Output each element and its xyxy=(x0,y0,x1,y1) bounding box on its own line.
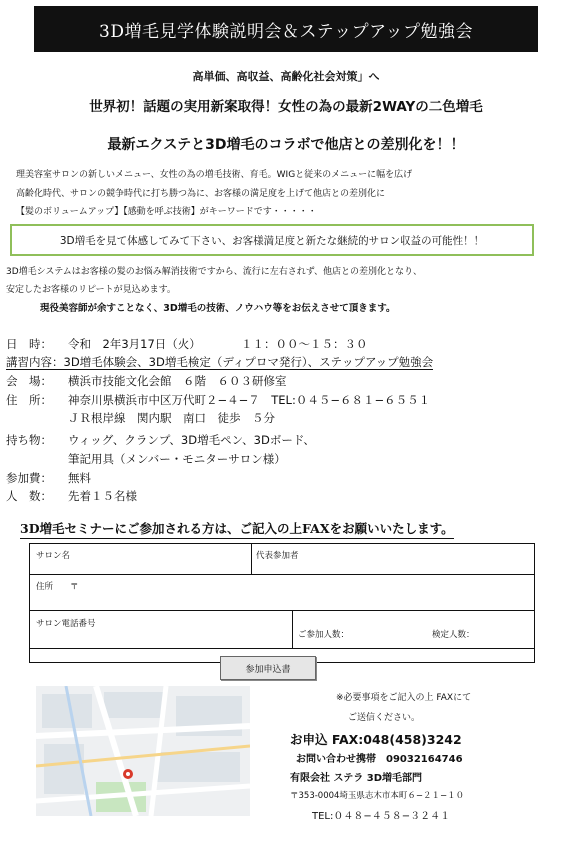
submit-application-button[interactable] xyxy=(220,656,316,680)
callout-text: 3D増毛を見て体感してみて下さい、お客様満足度と新たな継続的サロン収益の可能性！！ xyxy=(59,234,485,247)
info-label: 参加費： xyxy=(6,471,52,485)
field-address[interactable]: 住所 〒 xyxy=(36,582,79,592)
submit-label: 参加申込書 xyxy=(245,664,291,675)
info-access: ＪＲ根岸線 関内駅 南口 徒歩 ５分 xyxy=(68,411,275,425)
info-label: 会 場： xyxy=(6,374,52,388)
info-value: 横浜市技能文化会館 ６階 ６０３研修室 xyxy=(68,374,287,388)
company-address: 〒353-0004埼玉県志木市本町６−２１−１０ xyxy=(290,791,465,801)
form-divider xyxy=(30,648,534,649)
info-address xyxy=(6,392,430,408)
intro-line: 【髪のボリュームアップ】【感動を呼ぶ技術】がキーワードです・・・・・ xyxy=(16,207,317,217)
map-graphic xyxy=(36,686,250,816)
form-divider xyxy=(30,574,534,575)
field-salon-name[interactable]: サロン名 xyxy=(36,551,71,561)
company-name: 有限会社 ステラ 3D増毛部門 xyxy=(290,773,423,784)
note-required-2: ご送信ください。 xyxy=(348,713,421,723)
info-label: 日 時： xyxy=(6,337,52,351)
company-tel: TEL:０４８−４５８−３２４１ xyxy=(312,811,451,822)
form-divider xyxy=(292,610,293,648)
note-required: ※必要事項をご記入の上 FAXにて xyxy=(336,693,472,703)
info-label: 人 数： xyxy=(6,489,52,503)
info-venue xyxy=(6,373,287,389)
info-items xyxy=(6,432,315,448)
info-value: ウィッグ、クランプ、3D増毛ペン、3Dボード、 xyxy=(68,433,315,447)
info-value: 無料 xyxy=(68,471,91,485)
info-value: 3D増毛体験会、3D増毛検定（ディプロマ発行）、ステップアップ勉強会 xyxy=(63,355,434,369)
info-fee xyxy=(6,470,91,486)
field-participants[interactable]: ご参加人数： xyxy=(298,630,350,640)
inquiry-phone: お問い合わせ携帯 09032164746 xyxy=(296,754,463,765)
intro-line: 高齢化時代、サロンの競争時代に打ち勝つ為に、お客様の満足度を上げて他店との差別化に xyxy=(16,189,386,199)
form-divider xyxy=(251,544,252,574)
info-value: 先着１５名様 xyxy=(68,489,137,503)
location-map[interactable] xyxy=(36,686,250,816)
field-inspectors[interactable]: 検定人数： xyxy=(432,630,475,640)
body-bold-line: 現役美容師が余すことなく、3D増毛の技術、ノウハウ等をお伝えさせて頂きます。 xyxy=(40,303,396,314)
callout-box xyxy=(10,224,534,256)
body-line: 3D増毛システムはお客様の髪のお悩み解消技術ですから、流行に左右されず、他店との差別化となり、 xyxy=(6,267,423,277)
info-capacity xyxy=(6,488,137,504)
field-representative[interactable]: 代表参加者 xyxy=(256,551,299,561)
info-label: 持ち物： xyxy=(6,433,52,447)
intro-line: 理美容室サロンの新しいメニュー、女性の為の増毛技術、育毛。WIGと従来のメニューに幅を広げ xyxy=(16,170,413,180)
headline-world-first: 世界初！話題の実用新案取得！女性の為の最新2WAYの二色増毛 xyxy=(89,99,483,115)
info-label: 住 所： xyxy=(6,393,52,407)
info-content xyxy=(6,354,433,370)
field-salon-phone[interactable]: サロン電話番号 xyxy=(36,619,96,629)
headline-tagline: 高単価、高収益、高齢化社会対策」へ xyxy=(192,70,380,83)
info-value: 神奈川県横浜市中区万代町２−４−７ TEL:０４５−６８１−６５５１ xyxy=(68,393,431,407)
page-title: 3D増毛見学体験説明会＆ステップアップ勉強会 xyxy=(34,6,538,52)
headline-collab: 最新エクステと3D増毛のコラボで他店との差別化を！！ xyxy=(107,137,465,153)
info-label: 講習内容： xyxy=(6,355,64,369)
body-line: 安定したお客様のリピートが見込めます。 xyxy=(6,285,176,295)
info-value: 令和 2年3月17日（火） １１：００〜１５：３０ xyxy=(68,337,368,351)
form-divider xyxy=(30,610,534,611)
info-items-2: 筆記用具（メンバー・モニターサロン様） xyxy=(68,452,286,466)
info-date xyxy=(6,336,368,352)
application-form xyxy=(29,543,535,663)
fax-number: お申込 FAX:048(458)3242 xyxy=(290,732,462,747)
fax-call-to-action: 3D増毛セミナーにご参加される方は、ご記入の上FAXをお願いいたします。 xyxy=(20,519,454,539)
